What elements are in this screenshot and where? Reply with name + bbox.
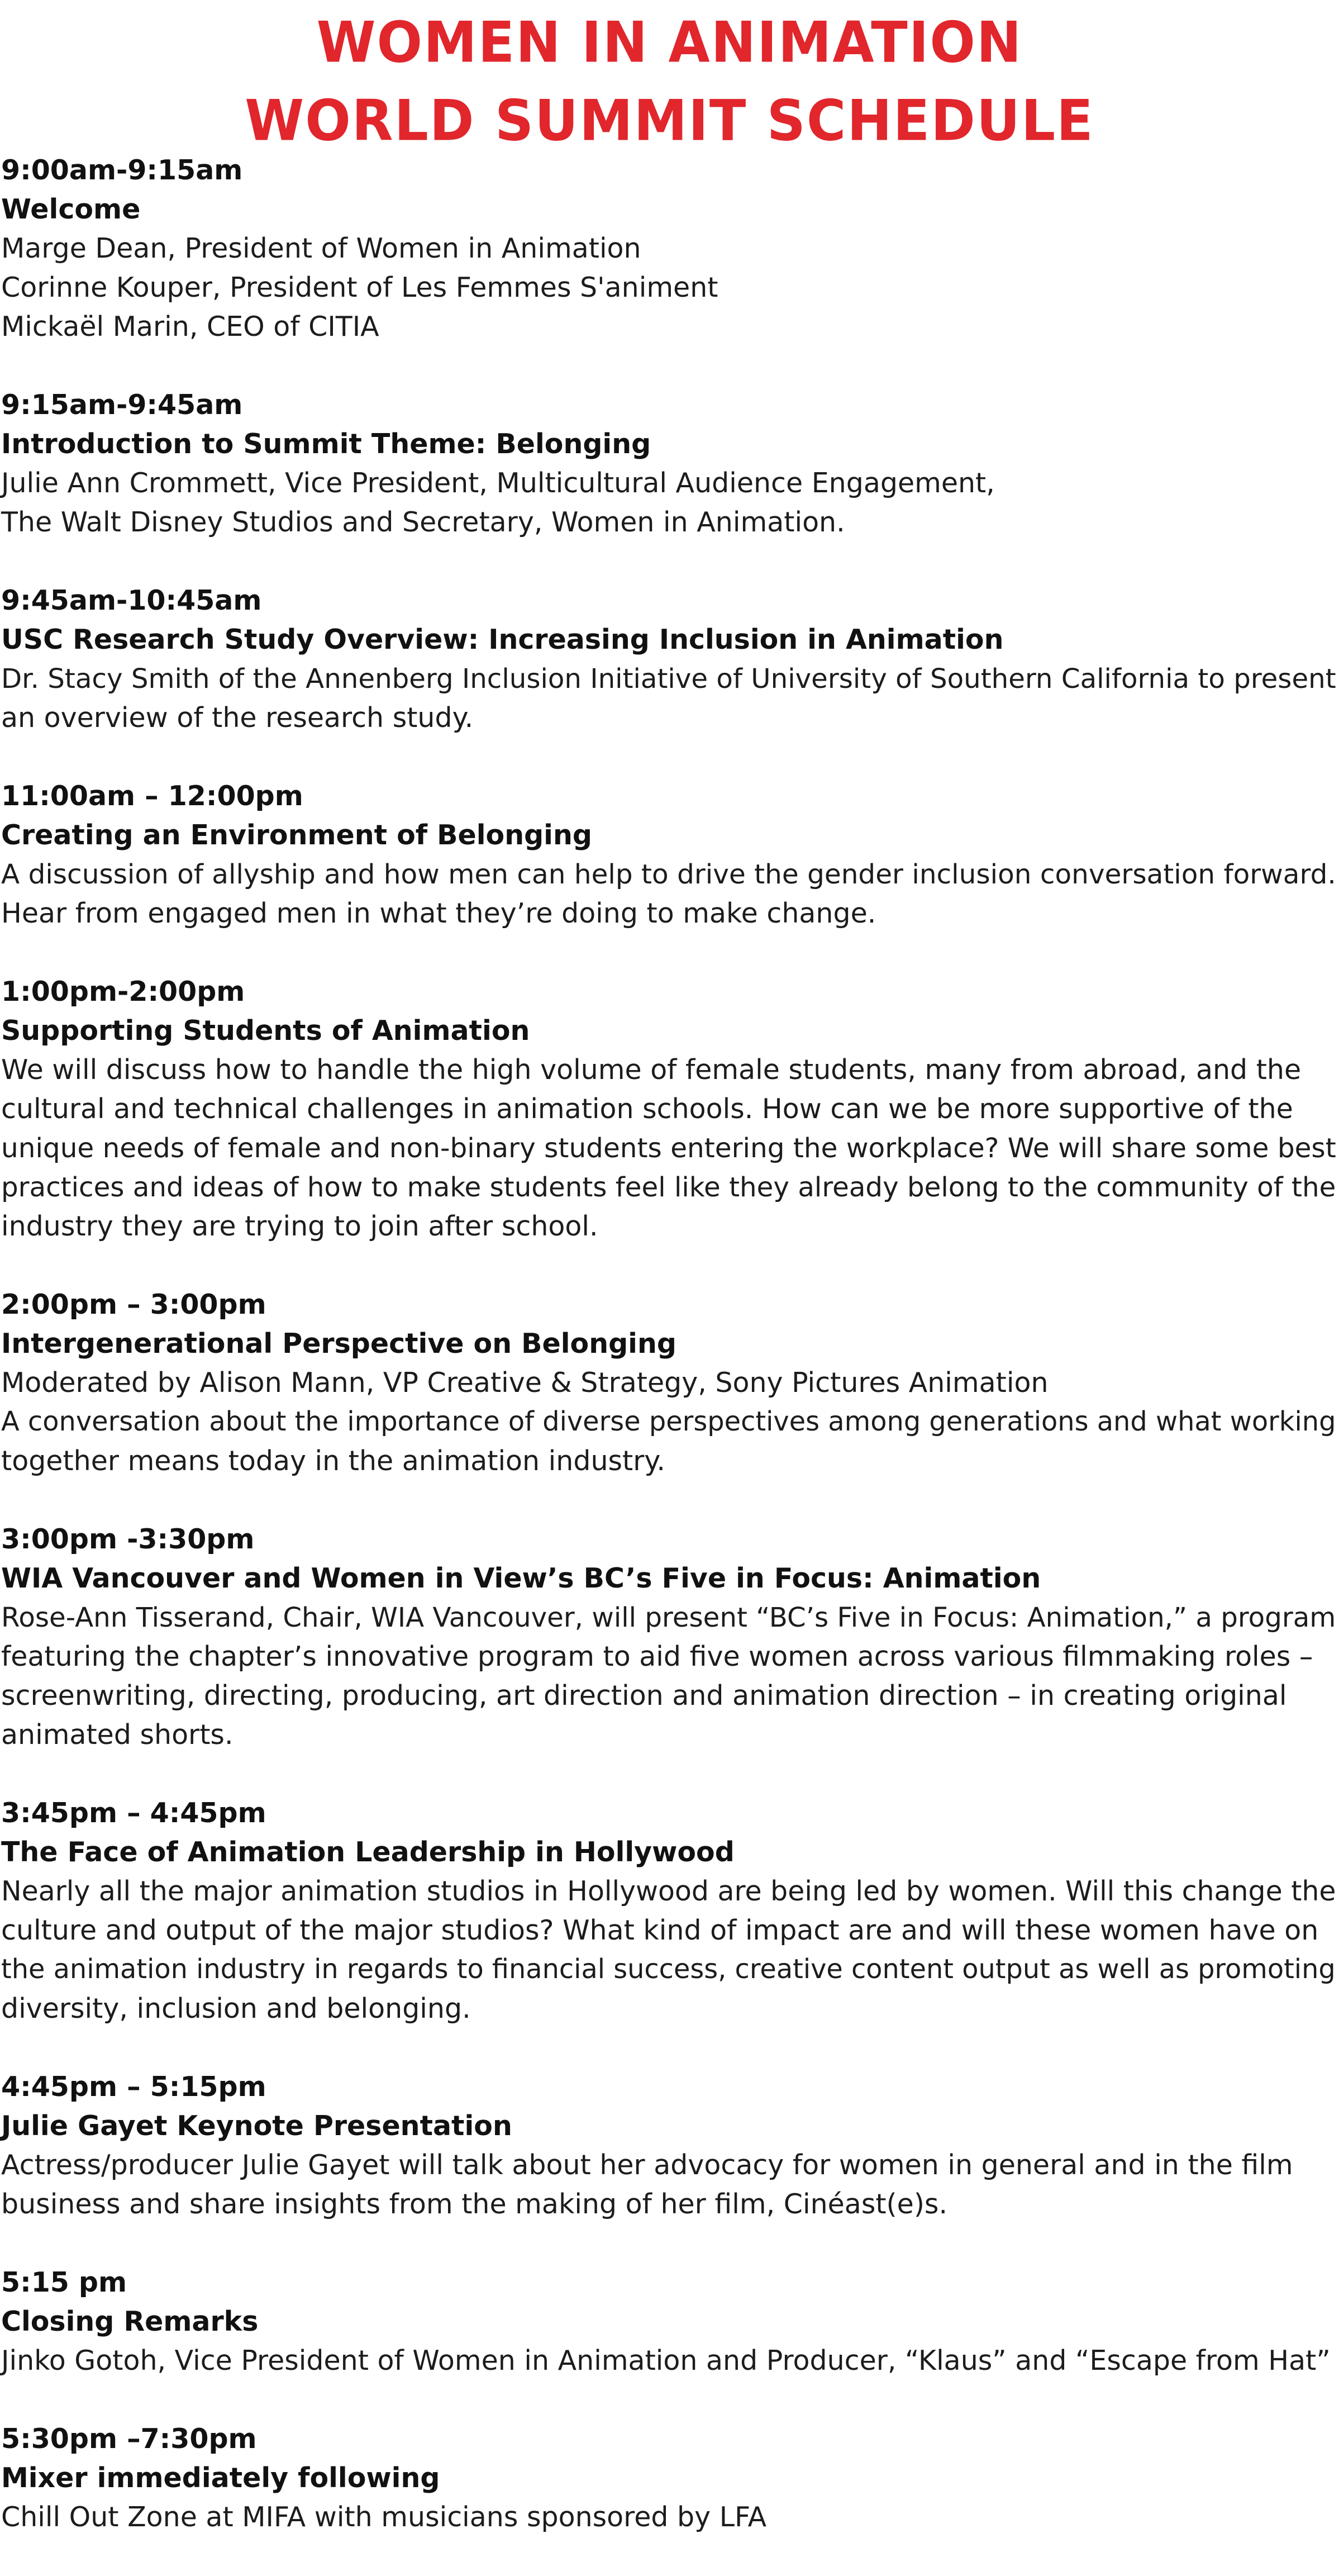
session-description-line: We will discuss how to handle the high volume of female students, many from abroad, and the [1, 1054, 1302, 1086]
session-description-line: culture and output of the major studios? What kind of impact are and will these women have on [1, 1914, 1319, 1946]
session-title: The Face of Animation Leadership in Hollywood [1, 1836, 735, 1868]
session-time: 9:00am-9:15am [1, 154, 243, 186]
session-description-line: Moderated by Alison Mann, VP Creative & Strategy, Sony Pictures Animation [1, 1367, 1049, 1399]
session-description-line: diversity, inclusion and belonging. [1, 1993, 471, 2024]
session-description-line: Nearly all the major animation studios in Hollywood are being led by women. Will this change the [1, 1875, 1336, 1907]
schedule-session [1, 1794, 1337, 2028]
session-description-line: an overview of the research study. [1, 702, 474, 734]
session-title: Supporting Students of Animation [1, 1015, 530, 1047]
session-title: Introduction to Summit Theme: Belonging [1, 428, 651, 460]
page-title [0, 3, 1339, 160]
schedule-session [1, 1520, 1337, 1755]
session-time: 9:15am-9:45am [1, 389, 243, 421]
session-title: Julie Gayet Keynote Presentation [1, 2110, 512, 2142]
session-title: Mixer immediately following [1, 2462, 440, 2494]
session-description-line: Chill Out Zone at MIFA with musicians sponsored by LFA [1, 2501, 767, 2533]
schedule-session [1, 2068, 1337, 2224]
session-description-line: Actress/producer Julie Gayet will talk about her advocacy for women in general and in the film [1, 2149, 1293, 2181]
session-description-line: The Walt Disney Studios and Secretary, Women in Animation. [1, 506, 845, 538]
session-title: Intergenerational Perspective on Belonging [1, 1328, 676, 1360]
schedule-session [1, 777, 1337, 933]
session-time: 1:00pm-2:00pm [1, 976, 245, 1007]
session-title: USC Research Study Overview: Increasing Inclusion in Animation [1, 624, 1004, 655]
session-time: 3:45pm – 4:45pm [1, 1797, 266, 1829]
session-description-line: Rose-Ann Tisserand, Chair, WIA Vancouver, will present “BC’s Five in Focus: Animation,” a program [1, 1602, 1336, 1633]
title-line-2: WORLD SUMMIT SCHEDULE [245, 88, 1094, 154]
session-description-line: Jinko Gotoh, Vice President of Women in Animation and Producer, “Klaus” and “Escape from Hat” [1, 2345, 1331, 2377]
session-description-line: industry they are trying to join after school. [1, 1210, 598, 1242]
schedule-session [1, 972, 1337, 1246]
session-time: 11:00am – 12:00pm [1, 780, 303, 812]
session-time: 9:45am-10:45am [1, 584, 262, 616]
session-description-line: A conversation about the importance of diverse perspectives among generations and what working [1, 1406, 1336, 1437]
session-title: Closing Remarks [1, 2306, 259, 2337]
session-time: 3:00pm -3:30pm [1, 1523, 255, 1555]
session-description-line: cultural and technical challenges in animation schools. How can we be more supportive of the [1, 1093, 1293, 1125]
session-description-line: Dr. Stacy Smith of the Annenberg Inclusion Initiative of University of Southern California to present [1, 663, 1336, 695]
schedule-session [1, 151, 1337, 346]
session-description-line: business and share insights from the making of her film, Cinéast(e)s. [1, 2188, 948, 2220]
session-title: Creating an Environment of Belonging [1, 819, 592, 851]
session-description-line: A discussion of allyship and how men can help to drive the gender inclusion conversation forward. [1, 859, 1336, 890]
schedule-session [1, 2263, 1337, 2380]
schedule-session [1, 1285, 1337, 1481]
session-title: Welcome [1, 193, 141, 225]
session-description-line: Mickaël Marin, CEO of CITIA [1, 311, 379, 343]
session-time: 4:45pm – 5:15pm [1, 2071, 266, 2103]
session-time: 5:30pm –7:30pm [1, 2423, 257, 2455]
session-description-line: the animation industry in regards to financial success, creative content output as well as promoting [1, 1954, 1336, 1985]
session-title: WIA Vancouver and Women in View’s BC’s Five in Focus: Animation [1, 1562, 1041, 1594]
session-time: 2:00pm – 3:00pm [1, 1289, 266, 1320]
session-description-line: Hear from engaged men in what they’re doing to make change. [1, 897, 876, 929]
session-description-line: Corinne Kouper, President of Les Femmes S'animent [1, 272, 718, 303]
session-time: 5:15 pm [1, 2266, 127, 2298]
schedule-session [1, 581, 1337, 738]
schedule-session [1, 2420, 1337, 2537]
session-description-line: practices and ideas of how to make students feel like they already belong to the community of the [1, 1172, 1336, 1203]
session-description-line: animated shorts. [1, 1719, 234, 1751]
session-description-line: screenwriting, directing, producing, art direction and animation direction – in creating original [1, 1680, 1287, 1712]
schedule-list [1, 151, 1337, 2576]
session-description-line: together means today in the animation industry. [1, 1445, 665, 1477]
session-description-line: unique needs of female and non-binary students entering the workplace? We will share some best [1, 1133, 1336, 1164]
session-description-line: Julie Ann Crommett, Vice President, Multicultural Audience Engagement, [1, 467, 995, 499]
session-description-line: featuring the chapter’s innovative program to aid five women across various filmmaking roles – [1, 1641, 1313, 1672]
schedule-session [1, 386, 1337, 542]
title-line-1: WOMEN IN ANIMATION [316, 9, 1023, 75]
session-description-line: Marge Dean, President of Women in Animation [1, 232, 641, 264]
